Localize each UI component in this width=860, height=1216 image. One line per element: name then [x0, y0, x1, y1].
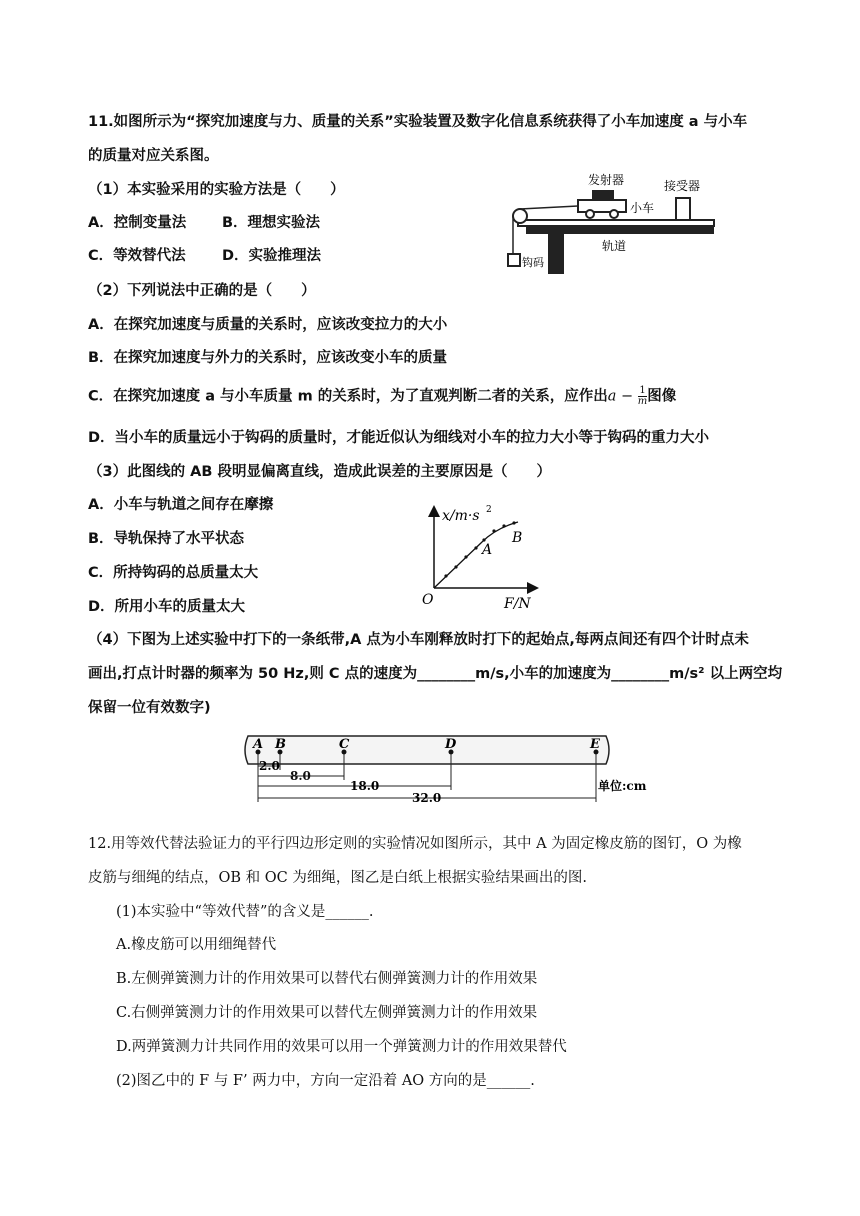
- table-top: [526, 226, 714, 234]
- tape-label-c: C: [339, 737, 350, 752]
- track-label: 轨道: [602, 239, 627, 253]
- cart-wheel-right: [610, 210, 618, 218]
- y-axis-label-exponent: 2: [486, 505, 492, 515]
- q11-part3-option-a: A．小车与轨道之间存在摩擦: [88, 497, 274, 513]
- q11-part3-option-b: B．导轨保持了水平状态: [88, 531, 245, 547]
- tape-label-b: B: [275, 737, 286, 752]
- tape-label-e: E: [590, 737, 600, 752]
- dim-label-ac: 8.0: [290, 769, 311, 783]
- af-curve: [434, 522, 518, 588]
- q11-part4-line1: （4）下图为上述实验中打下的一条纸带,A 点为小车刚释放时打下的起始点,每两点间还有四个计时点未: [88, 632, 749, 648]
- emitter-label: 发射器: [588, 173, 625, 187]
- data-point: [454, 565, 457, 568]
- cart-body: [578, 200, 626, 212]
- cart-label: 小车: [630, 201, 655, 215]
- q11-part2-option-b: B．在探究加速度与外力的关系时，应该改变小车的质量: [88, 350, 448, 366]
- q11-part2-question: （2）下列说法中正确的是（ ）: [88, 283, 316, 299]
- x-axis-label: F/N: [504, 596, 531, 612]
- q12-part1-option-b: B.左侧弹簧测力计的作用效果可以替代右侧弹簧测力计的作用效果: [116, 971, 538, 987]
- data-point: [492, 529, 495, 532]
- paper-tape: [245, 736, 609, 764]
- point-b-label: B: [512, 530, 523, 546]
- q11-part4-line2: 画出,打点计时器的频率为 50 Hz,则 C 点的速度为________m/s,小车的加速度为________m/s² 以上两空均: [88, 666, 783, 682]
- q12-stem-line2: 皮筋与细绳的结点，OB 和 OC 为细绳，图乙是白纸上根据实验结果画出的图.: [88, 870, 587, 886]
- data-point: [444, 574, 447, 577]
- track: [518, 220, 714, 226]
- data-point: [502, 524, 505, 527]
- hook-weight: [508, 254, 520, 266]
- origin-label: O: [422, 592, 434, 608]
- pulley: [513, 209, 527, 223]
- data-point: [474, 546, 477, 549]
- q11-part3-option-c: C．所持钩码的总质量太大: [88, 565, 259, 581]
- data-point: [512, 521, 515, 524]
- tape-label-a: A: [253, 737, 264, 752]
- af-graph: [418, 500, 548, 614]
- string-horizontal: [520, 206, 578, 209]
- q11-part3-question: （3）此图线的 AB 段明显偏离直线，造成此误差的主要原因是（ ）: [88, 464, 551, 480]
- q11-part2-option-a: A．在探究加速度与质量的关系时，应该改变拉力的大小: [88, 317, 448, 333]
- q12-stem-line1: 12.用等效代替法验证力的平行四边形定则的实验情况如图所示，其中 A 为固定橡皮筋的图钉，O 为橡: [88, 836, 742, 852]
- q12-part2-question: (2)图乙中的 F 与 F’ 两力中，方向一定沿着 AO 方向的是______.: [116, 1073, 535, 1089]
- q12-part1-question: (1)本实验中“等效代替”的含义是______.: [116, 904, 374, 920]
- table-leg: [548, 234, 564, 274]
- receiver-label: 接受器: [664, 179, 701, 193]
- y-axis-label: x/m·s: [442, 508, 480, 524]
- q11-part2-option-c-suffix: 图像: [647, 388, 677, 405]
- receiver-block: [676, 198, 690, 220]
- dim-label-ad: 18.0: [350, 779, 380, 793]
- q11-part4-line3: 保留一位有效数字): [88, 700, 211, 716]
- q11-part1-option-c: C．等效替代法: [88, 248, 186, 264]
- paper-tape-figure: [240, 732, 660, 808]
- emitter-block: [592, 190, 614, 200]
- q12-part1-option-d: D.两弹簧测力计共同作用的效果可以用一个弹簧测力计的作用效果替代: [116, 1039, 567, 1055]
- q12-part1-option-c: C.右侧弹簧测力计的作用效果可以替代左侧弹簧测力计的作用效果: [116, 1005, 538, 1021]
- q11-part2-option-c-text: C．在探究加速度 a 与小车质量 m 的关系时，为了直观判断二者的关系，应作出: [88, 388, 608, 405]
- q11-part2-option-c-formula: a − $\frac{1}{m}$: [607, 385, 648, 407]
- q11-stem-line2: 的质量对应关系图。: [88, 148, 219, 164]
- hook-weight-label: 钩码: [522, 256, 544, 269]
- dim-label-ae: 32.0: [412, 791, 442, 805]
- q11-part2-option-c: [88, 386, 676, 407]
- q11-part3-option-d: D．所用小车的质量太大: [88, 599, 246, 615]
- tape-label-d: D: [445, 737, 457, 752]
- tape-unit-label: 单位:cm: [598, 779, 647, 793]
- q11-part2-option-d: D．当小车的质量远小于钩码的质量时，才能近似认为细线对小车的拉力大小等于钩码的重力大小: [88, 430, 710, 446]
- q12-part1-option-a: A.橡皮筋可以用细绳替代: [116, 937, 277, 953]
- data-point: [464, 555, 467, 558]
- q11-part1-option-d: D．实验推理法: [222, 248, 322, 264]
- point-a-label: A: [482, 542, 493, 558]
- dim-label-ab: 2.0: [259, 759, 280, 773]
- apparatus-figure: [496, 168, 722, 276]
- q11-stem-line1: 11.如图所示为“探究加速度与力、质量的关系”实验装置及数字化信息系统获得了小车加速度 a 与小车: [88, 114, 748, 130]
- q11-part1-option-b: B．理想实验法: [222, 215, 321, 231]
- q11-part1-option-a: A．控制变量法: [88, 215, 187, 231]
- cart-wheel-left: [586, 210, 594, 218]
- q11-part1-question: （1）本实验采用的实验方法是（ ）: [88, 182, 345, 198]
